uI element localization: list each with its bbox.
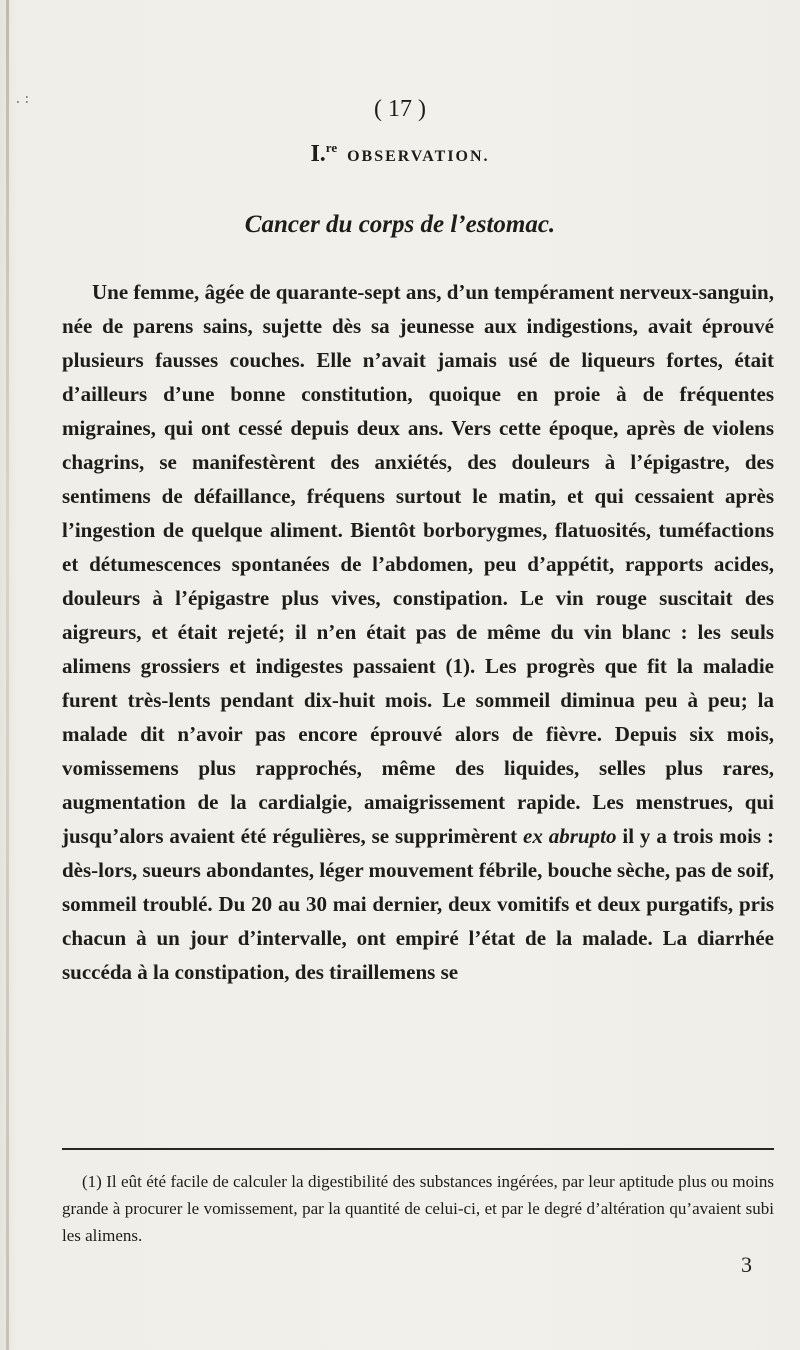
- observation-heading: [0, 140, 800, 168]
- page-number: ( 17 ): [374, 96, 426, 122]
- body-paragraph: [62, 275, 774, 989]
- library-stamp: .:: [14, 92, 32, 107]
- signature-mark: 3: [741, 1252, 752, 1277]
- observation-word: OBSERVATION.: [347, 148, 490, 165]
- body-text-part-2: il y a trois mois : dès-lors, sueurs abondantes, léger mouvement fébrile, bouche sèche, pas de soif, sommeil troublé. Du 20 au 30 mai dernier, deux vomitifs et deux purgatifs, pris chacun à un jour d’intervalle, ont empiré l’état de la malade. La diarrhée succéda à la constipation, des tiraillemens se: [62, 824, 774, 984]
- body-italic-phrase: ex abrupto: [523, 824, 617, 848]
- footnote-text: (1) Il eût été facile de calculer la digestibilité des substances ingérées, par leur aptitude plus ou moins grande à procurer le vomissement, par la quantité de celui-ci, et par le degré d’altération qu’avaient subi les alimens.: [62, 1172, 774, 1245]
- body-text-part-1: Une femme, âgée de quarante-sept ans, d’un tempérament nerveux-sanguin, née de parens sains, sujette dès sa jeunesse aux indigestions, avait éprouvé plusieurs fausses couches. Elle n’avait jamais usé de liqueurs fortes, était d’ailleurs d’une bonne constitution, quoique en proie à de fréquentes migraines, qui ont cessé depuis deux ans. Vers cette époque, après de violens chagrins, se manifestèrent des anxiétés, des douleurs à l’épigastre, des sentimens de défaillance, fréquens surtout le matin, et qui cessaient après l’ingestion de quelque aliment. Bientôt borborygmes, flatuosités, tuméfactions et détumescences spontanées de l’abdomen, peu d’appétit, rapports acides, douleurs à l’épigastre plus vives, constipation. Le vin rouge suscitait des aigreurs, et était rejeté; il n’en était pas de même du vin blanc : les seuls alimens grossiers et indigestes passaient (1). Les progrès que fit la maladie furent très-lents pendant dix-huit mois. Le sommeil diminua peu à peu; la malade dit n’avoir pas encore éprouvé alors de fièvre. Depuis six mois, vomissemens plus rapprochés, même des liquides, selles plus rares, augmentation de la cardialgie, amaigrissement rapide. Les menstrues, qui jusqu’alors avaient été régulières, se supprimèrent: [62, 280, 774, 848]
- page-edge: [6, 0, 9, 1350]
- observation-numeral: I.: [310, 141, 326, 167]
- footnote: [62, 1168, 774, 1249]
- footnote-rule: [62, 1148, 774, 1150]
- observation-superscript: re: [325, 140, 338, 155]
- section-title: Cancer du corps de l’estomac.: [244, 211, 556, 238]
- body-text: [62, 275, 774, 989]
